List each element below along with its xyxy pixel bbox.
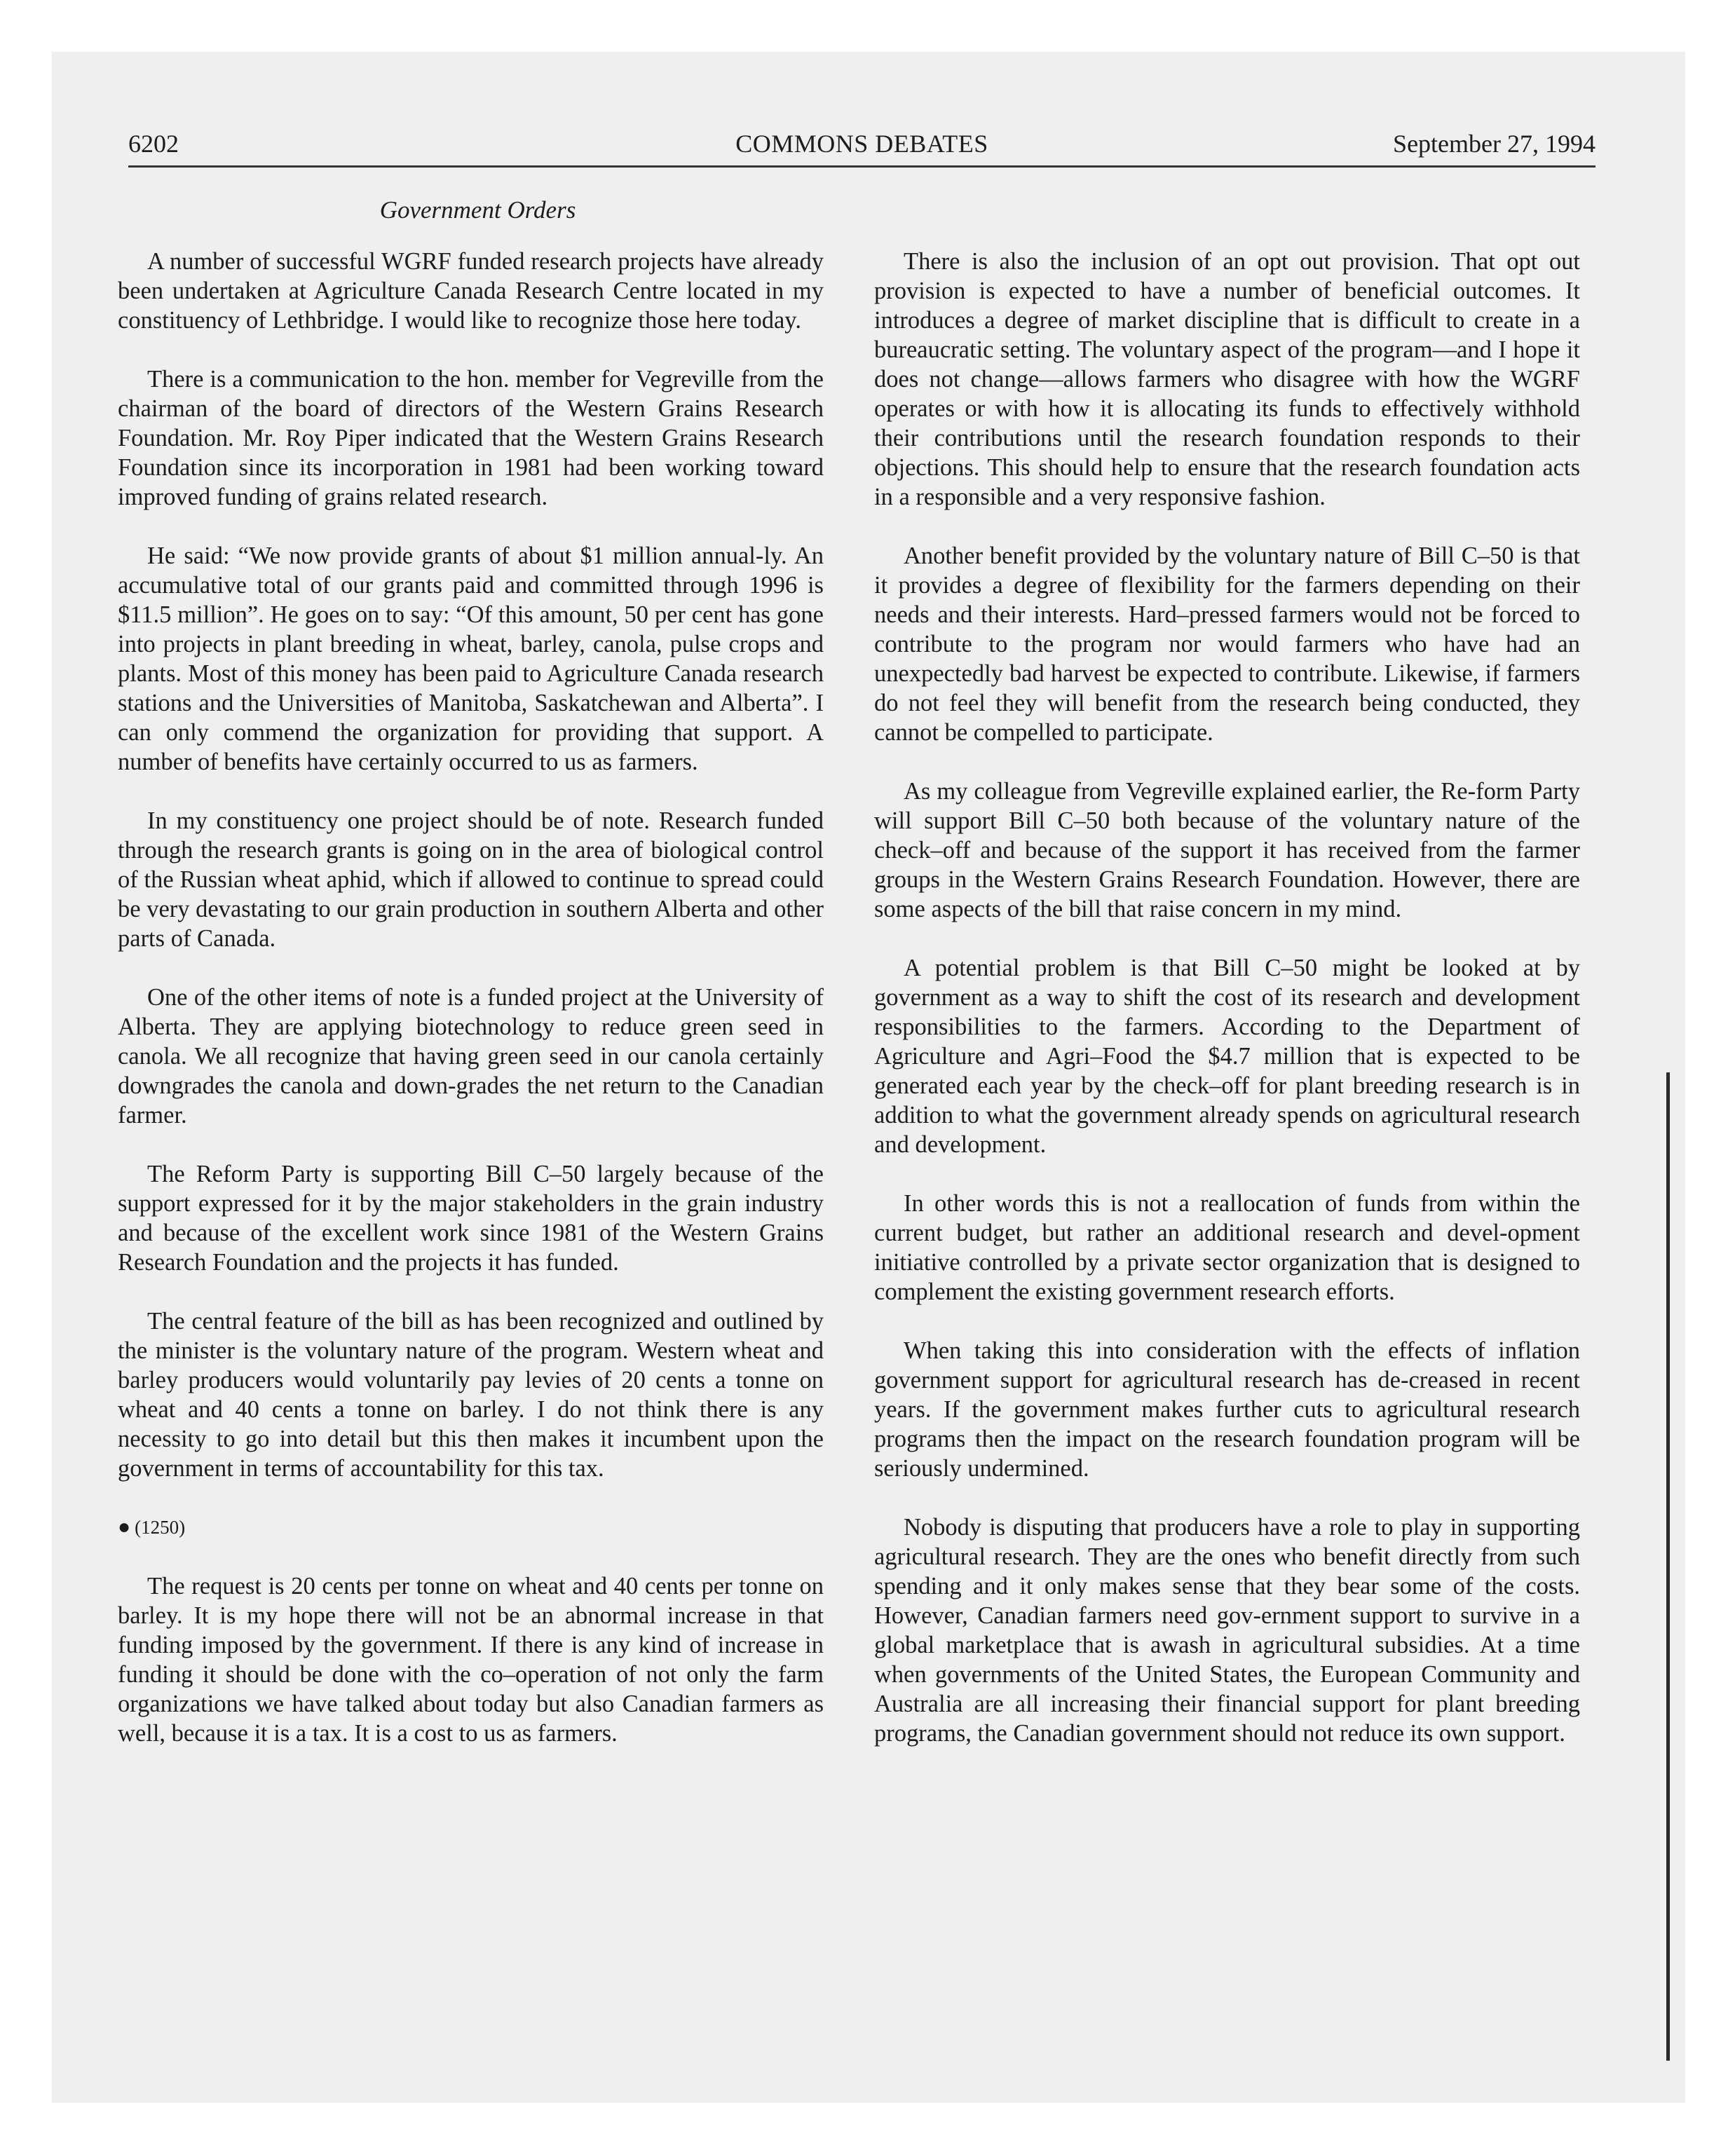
paragraph: Another benefit provided by the voluntary nature of Bill C–50 is that it provides a degree of flexibility for the farmers depending on their needs and their interests. Hard–pressed farmers would not be forced to contribute to the program nor would farmers who have had an unexpectedly bad harvest be expected to contribute. Likewise, if farmers do not feel they will benefit from the research being conducted, they cannot be compelled to participate. bbox=[874, 543, 1580, 746]
page-header bbox=[128, 125, 1595, 163]
right-column bbox=[874, 247, 1580, 1778]
bullet-icon: ● bbox=[118, 1515, 131, 1538]
publication-date: September 27, 1994 bbox=[1393, 130, 1595, 158]
paragraph: The request is 20 cents per tonne on wheat and 40 cents per tonne on barley. It is my hope there will not be an abnormal increase in that funding imposed by the government. If there is any kind of increase in funding it should be done with the co–operation of not only the farm organizations we have talked about today but also Canadian farmers as well, because it is a tax. It is a cost to us as farmers. bbox=[118, 1573, 824, 1747]
paragraph: There is also the inclusion of an opt out provision. That opt out provision is expected to have a number of beneficial outcomes. It introduces a degree of market discipline that is difficult to create in a bureaucratic setting. The voluntary aspect of the program—and I hope it does not change—allows farmers who disagree with how the WGRF operates or with how it is allocating its funds to effectively withhold their contributions until the research foundation responds to their objections. This should help to ensure that the research foundation acts in a responsible and a very responsive fashion. bbox=[874, 248, 1580, 510]
paragraph: The central feature of the bill as has been recognized and outlined by the minister is the voluntary nature of the program. Western wheat and barley producers would voluntarily pay levies of 20 cents a tonne on wheat and 40 cents a tonne on barley. I do not think there is any necessity to go into detail but this then makes it incumbent upon the government in terms of accountability for this tax. bbox=[118, 1308, 824, 1482]
section-title: Government Orders bbox=[379, 196, 576, 224]
paragraph: As my colleague from Vegreville explained earlier, the Re-form Party will support Bill C–50 both because of the voluntary nature of the check–off and because of the support it has received from the farmer groups in the Western Grains Research Foundation. However, there are some aspects of the bill that raise concern in my mind. bbox=[874, 778, 1580, 922]
scan-edge-line bbox=[1666, 1072, 1670, 2061]
paragraph: He said: “We now provide grants of about $1 million annual-ly. An accumulative total of our grants paid and committed through 1996 is $11.5 million”. He goes on to say: “Of this amount, 50 per cent has gone into projects in plant breeding in wheat, barley, canola, pulse crops and plants. Most of this money has been paid to Agriculture Canada research stations and the Universities of Manitoba, Saskatchewan and Alberta”. I can only commend the organization for providing that support. A number of benefits have certainly occurred to us as farmers. bbox=[118, 543, 824, 775]
left-column bbox=[118, 247, 824, 1778]
paragraph: Nobody is disputing that producers have a role to play in supporting agricultural research. They are the ones who benefit directly from such spending and it only makes sense that they bear some of the costs. However, Canadian farmers need gov-ernment support to survive in a global marketplace that is awash in agricultural subsidies. At a time when governments of the United States, the European Community and Australia are all increasing their financial support for plant breeding programs, the Canadian government should not reduce its own support. bbox=[874, 1514, 1580, 1747]
page-number: 6202 bbox=[128, 130, 179, 158]
paragraph: When taking this into consideration with the effects of inflation government support for agricultural research has de-creased in recent years. If the government makes further cuts to agricultural research programs then the impact on the research foundation program will be seriously undermined. bbox=[874, 1337, 1580, 1482]
paragraph: One of the other items of note is a funded project at the University of Alberta. They are applying biotechnology to reduce green seed in canola. We all recognize that having green seed in our canola certainly downgrades the canola and down-grades the net return to the Canadian farmer. bbox=[118, 984, 824, 1128]
paragraph: A number of successful WGRF funded research projects have already been undertaken at Agriculture Canada Research Centre located in my constituency of Lethbridge. I would like to recognize those here today. bbox=[118, 248, 824, 334]
paragraph: In my constituency one project should be of note. Research funded through the research grants is going on in the area of biological control of the Russian wheat aphid, which if allowed to continue to spread could be very devastating to our grain production in southern Alberta and other parts of Canada. bbox=[118, 807, 824, 952]
paragraph: In other words this is not a reallocation of funds from within the current budget, but rather an additional research and devel-opment initiative controlled by a private sector organization that is designed to complement the existing government research efforts. bbox=[874, 1190, 1580, 1305]
header-rule bbox=[128, 165, 1595, 168]
time-marker bbox=[118, 1513, 824, 1542]
paragraph: There is a communication to the hon. member for Vegreville from the chairman of the board of directors of the Western Grains Research Foundation. Mr. Roy Piper indicated that the Western Grains Research Foundation since its incorporation in 1981 had been working toward improved funding of grains related research. bbox=[118, 366, 824, 510]
time-marker-text: (1250) bbox=[135, 1517, 186, 1538]
publication-title: COMMONS DEBATES bbox=[735, 130, 988, 158]
paragraph: A potential problem is that Bill C–50 might be looked at by government as a way to shift the cost of its research and development responsibilities to the farmers. According to the Department of Agriculture and Agri–Food the $4.7 million that is expected to be generated each year by the check–off for plant breeding research is in addition to what the government already spends on agricultural research and development. bbox=[874, 955, 1580, 1158]
paragraph: The Reform Party is supporting Bill C–50 largely because of the support expressed for it by the major stakeholders in the grain industry and because of the excellent work since 1981 of the Western Grains Research Foundation and the projects it has funded. bbox=[118, 1161, 824, 1276]
